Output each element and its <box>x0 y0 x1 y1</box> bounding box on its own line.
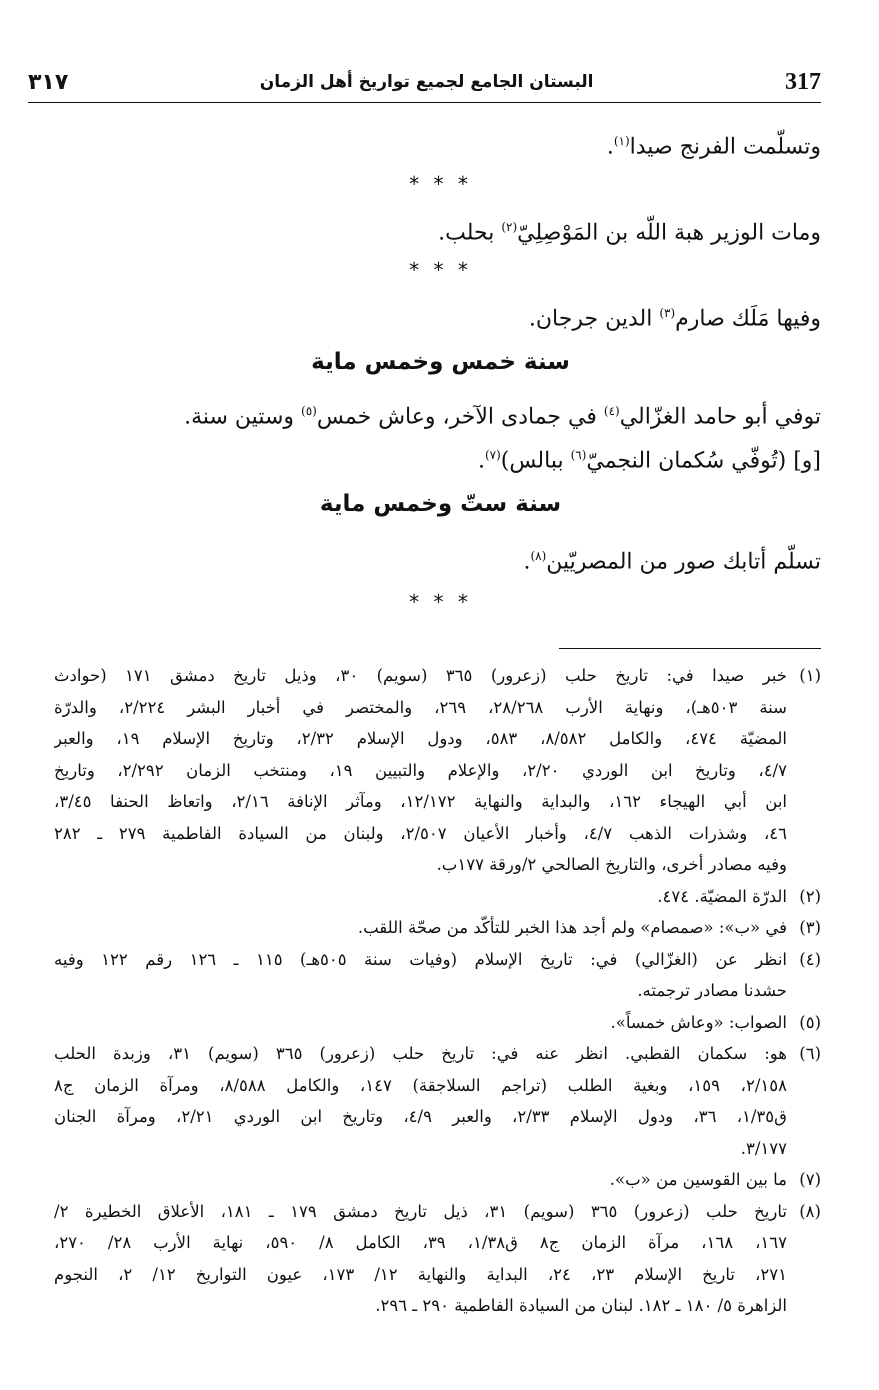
text-line-tyre: تسلّم أتابك صور من المصريّين$^{(٨)}$. <box>523 549 821 575</box>
main-text <box>60 118 821 624</box>
page-number-latin: 317 <box>785 68 821 95</box>
footnote-divider <box>559 648 821 649</box>
footnote-4: (٤)انظر عن (الغزّالي) في: تاريخ الإسلام (وفيات سنة ٥٠٥هـ) ١١٥ ـ ١٢٦ رقم ١٢٢ وفيه حشدنا مصادر ترجمته. <box>54 944 821 1007</box>
footnote-number: (٤) <box>799 949 821 969</box>
footnote-number: (٣) <box>799 918 821 937</box>
running-title: البستان الجامع لجميع تواريخ أهل الزمان <box>259 72 594 92</box>
text-line-ghazali: توفي أبو حامد الغزّالي$^{(٤)}$ في جمادى الآخر، وعاش خمس$^{(٥)}$ وستين سنة. <box>184 404 821 430</box>
footnote-number: (٧) <box>799 1170 821 1189</box>
footnote-number: (٢) <box>799 886 821 906</box>
year-heading-505: سنة خمس وخمس ماية <box>311 349 570 375</box>
section-separator: * * * <box>409 172 472 196</box>
footnotes <box>54 660 821 1322</box>
year-heading-506: سنة ستّ وخمس ماية <box>319 491 562 517</box>
section-separator: * * * <box>409 590 472 614</box>
footnote-2: (٢)الدرّة المضيّة. ٤٧٤. <box>54 881 821 913</box>
footnote-ref: (٧) <box>484 448 501 462</box>
footnote-number: (٦) <box>799 1044 821 1063</box>
footnote-number: (٥) <box>799 1012 821 1032</box>
footnote-ref: (٣) <box>659 306 676 320</box>
footnote-number: (٨) <box>799 1201 821 1221</box>
footnote-8: (٨)تاريخ حلب (زعرور) ٣٦٥ (سويم) ٣١، ذيل تاريخ دمشق ١٧٩ ـ ١٨١، الأعلاق الخطيرة ٢/ ١٦٧، ١٦٨، مرآة الزمان ج٨ ق١/٣٨، ٣٩، الكامل ٨/ ٥٩٠، نهاية الأرب ٢٨/ ٢٧٠، ٢٧١، تاريخ الإسلام ٢٣، ٢٤، البداية والنهاية ١٢/ ١٧٣، عيون التواريخ ١٢/ ٢، النجوم الزاهرة ٥/ ١٨٠ ـ ١٨٢. لبنان من السيادة الفاطمية ٢٩٠ ـ ٢٩٦. <box>54 1196 821 1322</box>
footnote-ref: (٥) <box>301 404 317 418</box>
page-header <box>28 62 821 103</box>
footnote-7: (٧)ما بين القوسين من «ب». <box>54 1164 821 1196</box>
page-number-arabic: ٣١٧ <box>28 69 69 95</box>
text-line-seida: وتسلّمت الفرنج صيدا$^{(١)}$. <box>606 134 821 160</box>
footnote-ref: (٨) <box>530 549 547 563</box>
footnote-ref: (١) <box>613 134 630 148</box>
footnote-5: (٥)الصواب: «وعاش خمساً». <box>54 1007 821 1039</box>
footnote-ref: (٢) <box>501 220 518 234</box>
section-separator: * * * <box>409 258 472 282</box>
text-line-jurjan: وفيها مَلَك صارم$^{(٣)}$ الدين جرجان. <box>528 306 821 332</box>
footnote-1: (١)خبر صيدا في: تاريخ حلب (زعرور) ٣٦٥ (سويم) ٣٠، وذيل تاريخ دمشق ١٧١ (حوادث سنة ٥٠٣هـ)، ونهاية الأرب ٢٨/٢٦٨، ٢٦٩، والمختصر في أخبار البشر ٢/٢٢٤، والدرّة المضيّة ٤٧٤، والكامل ٨/٥٨٢، ٥٨٣، ودول الإسلام ٢/٣٢، وتاريخ الإسلام ١٩، والعبر ٤/٧، وتاريخ ابن الوردي ٢/٢٠، والإعلام والتبيين ١٩، ومنتخب الزمان ٢/٢٩٢، وتاريخ ابن أبي الهيجاء ١٦٢، والبداية والنهاية ١٢/١٧٢، ومآثر الإنافة ٢/١٦، واتعاظ الحنفا ٣/٤٥، ٤٦، وشذرات الذهب ٤/٧، وأخبار الأعيان ٢/٥٠٧، ولبنان من السيادة الفاطمية ٢٧٩ ـ ٢٨٢ وفيه مصادر أخرى، والتاريخ الصالحي ٢/ورقة ١٧٧ب. <box>54 660 821 881</box>
text-line-vizier: ومات الوزير هبة اللّه بن المَوْصِلِيّ$^{(٢)}$ بحلب. <box>438 220 821 246</box>
text-line-sukman: [و] (تُوفّي سُكمان النجميّ$^{(٦)}$ ببالس)$^{(٧)}$. <box>477 448 821 474</box>
footnote-ref: (٦) <box>570 448 587 462</box>
footnote-number: (١) <box>799 666 821 685</box>
footnote-3: (٣)في «ب»: «صمصام» ولم أجد هذا الخبر للتأكّد من صحّة اللقب. <box>54 912 821 944</box>
footnote-6: (٦)هو: سكمان القطبي. انظر عنه في: تاريخ حلب (زعرور) ٣٦٥ (سويم) ٣١، وزبدة الحلب ٢/١٥٨، ١٥٩، وبغية الطلب (تراجم السلاجقة) ١٤٧، والكامل ٨/٥٨٨، ومرآة الزمان ج٨ ق١/٣٥، ٣٦، ودول الإسلام ٢/٣٣، والعبر ٤/٩، وتاريخ ابن الوردي ٢/٢١، ومرآة الجنان ٣/١٧٧. <box>54 1038 821 1164</box>
footnote-ref: (٤) <box>603 404 620 418</box>
